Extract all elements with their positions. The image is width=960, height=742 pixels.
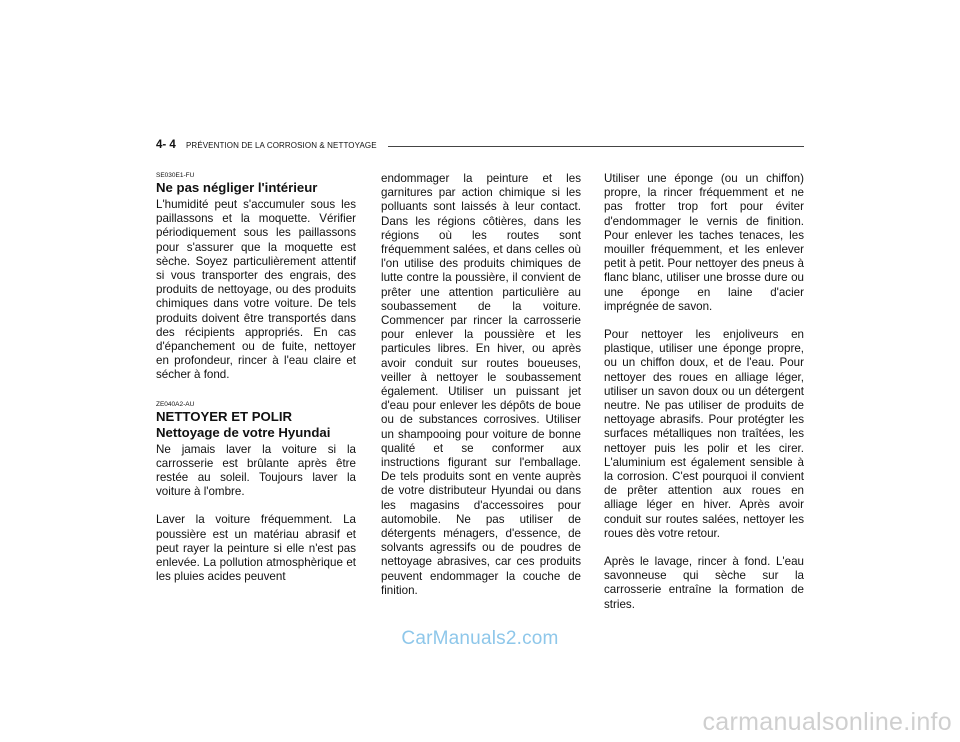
paragraph-underbody: endommager la peinture et les garnitures par action chimique si les polluants sont laissés à leur contact. Dans les régions côtières, dans les régions où les routes sont fréquemment salées, et dans celles où l'on utilise des produits chimiques de lutte contre la poussière, il convient de prêter une attention particulière au soubassement de la voiture. Commencer par rincer la carrosserie pour enlever la poussière et les particules libres. En hiver, ou après avoir conduit sur routes boueuses, veiller à nettoyer le soubassement également. Utiliser un puissant jet d'eau pour enlever les dépôts de boue ou de substances corrosives. Utiliser un shampooing pour voiture de bonne qualité et se conformer aux instructions figurant sur l'emballage. De tels produits sont en vente auprès de votre distributeur Hyundai ou dans les magasins d'accessoires pour automobile. Ne pas utiliser de détergents ménagers, d'essence, de solvants agressifs ou de poudres de nettoyage abrasives, car ces produits peuvent endommager la couche de finition. bbox=[381, 172, 581, 597]
heading-washing: Nettoyage de votre Hyundai bbox=[156, 424, 331, 440]
heading-interior: Ne pas négliger l'intérieur bbox=[156, 180, 318, 195]
paragraph-frequent-wash: Laver la voiture fréquemment. La poussière est un matériau abrasif et peut rayer la peinture si elle n'est pas enlevée. La pollution atmosphèrique et les pluies acides peuvent bbox=[156, 513, 356, 584]
paragraph-rinse: Après le lavage, rincer à fond. L'eau savonneuse qui sèche sur la carrosserie entraîne la formation de stries. bbox=[604, 555, 804, 611]
page-header bbox=[156, 139, 804, 159]
paragraph-wheels: Pour nettoyer les enjoliveurs en plastique, utiliser une éponge propre, ou un chiffon doux, et de l'eau. Pour nettoyer des roues en alliage léger, utiliser un savon doux ou un détergent neutre. Ne pas utiliser de produits de nettoyage abrasifs. Pour protégter les surfaces métalliques non traîtées, les nettoyer puis les polir et les cirer. L'aluminium est également sensible à la corrosion. C'est pourquoi il convient de prêter attention aux roues en alliage léger en hiver. Après avoir conduit sur routes salées, nettoyer les roues dès votre retour. bbox=[604, 328, 804, 540]
paragraph-interior: L'humidité peut s'accumuler sous les paillassons et la moquette. Vérifier périodiquement sous les paillassons pour s'assurer que la moquette est sèche. Soyez particulièrement attentif si vous transporter des engrais, des produits de nettoyage, ou des produits chimiques dans votre voiture. De tels produits doivent être transportés dans des récipients appropriés. En cas d'épanchement ou de fuite, nettoyer en profondeur, rincer à l'eau claire et sécher à fond. bbox=[156, 198, 356, 382]
section-code: ZE040A2-AU bbox=[156, 400, 195, 408]
watermark-carmanuals: CarManuals2.com bbox=[401, 628, 559, 649]
heading-clean-polish: NETTOYER ET POLIR bbox=[156, 408, 293, 424]
header-rule bbox=[388, 146, 804, 147]
paragraph-sponge: Utiliser une éponge (ou un chiffon) propre, la rincer fréquemment et ne pas frotter trop fort pour éviter d'endommager le vernis de finition. Pour enlever les taches tenaces, les mouiller fréquemment, et les enlever petit à petit. Pour nettoyer des pneus à flanc blanc, utiliser une brosse dure ou une éponge en laine d'acier imprégnée de savon. bbox=[604, 172, 804, 313]
page-number: 4- 4 bbox=[156, 139, 176, 151]
section-title: PRÉVENTION DE LA CORROSION & NETTOYAGE bbox=[186, 141, 377, 150]
column-left bbox=[156, 172, 356, 598]
watermark-carmanualsonline: carmanualsonline.info bbox=[702, 708, 952, 736]
column-middle bbox=[381, 172, 581, 612]
paragraph-shade: Ne jamais laver la voiture si la carrosserie est brûlante après être restée au soleil. Toujours laver la voiture à l'ombre. bbox=[156, 442, 356, 499]
column-right bbox=[604, 172, 804, 626]
section-code: SE030E1-FU bbox=[156, 172, 195, 179]
